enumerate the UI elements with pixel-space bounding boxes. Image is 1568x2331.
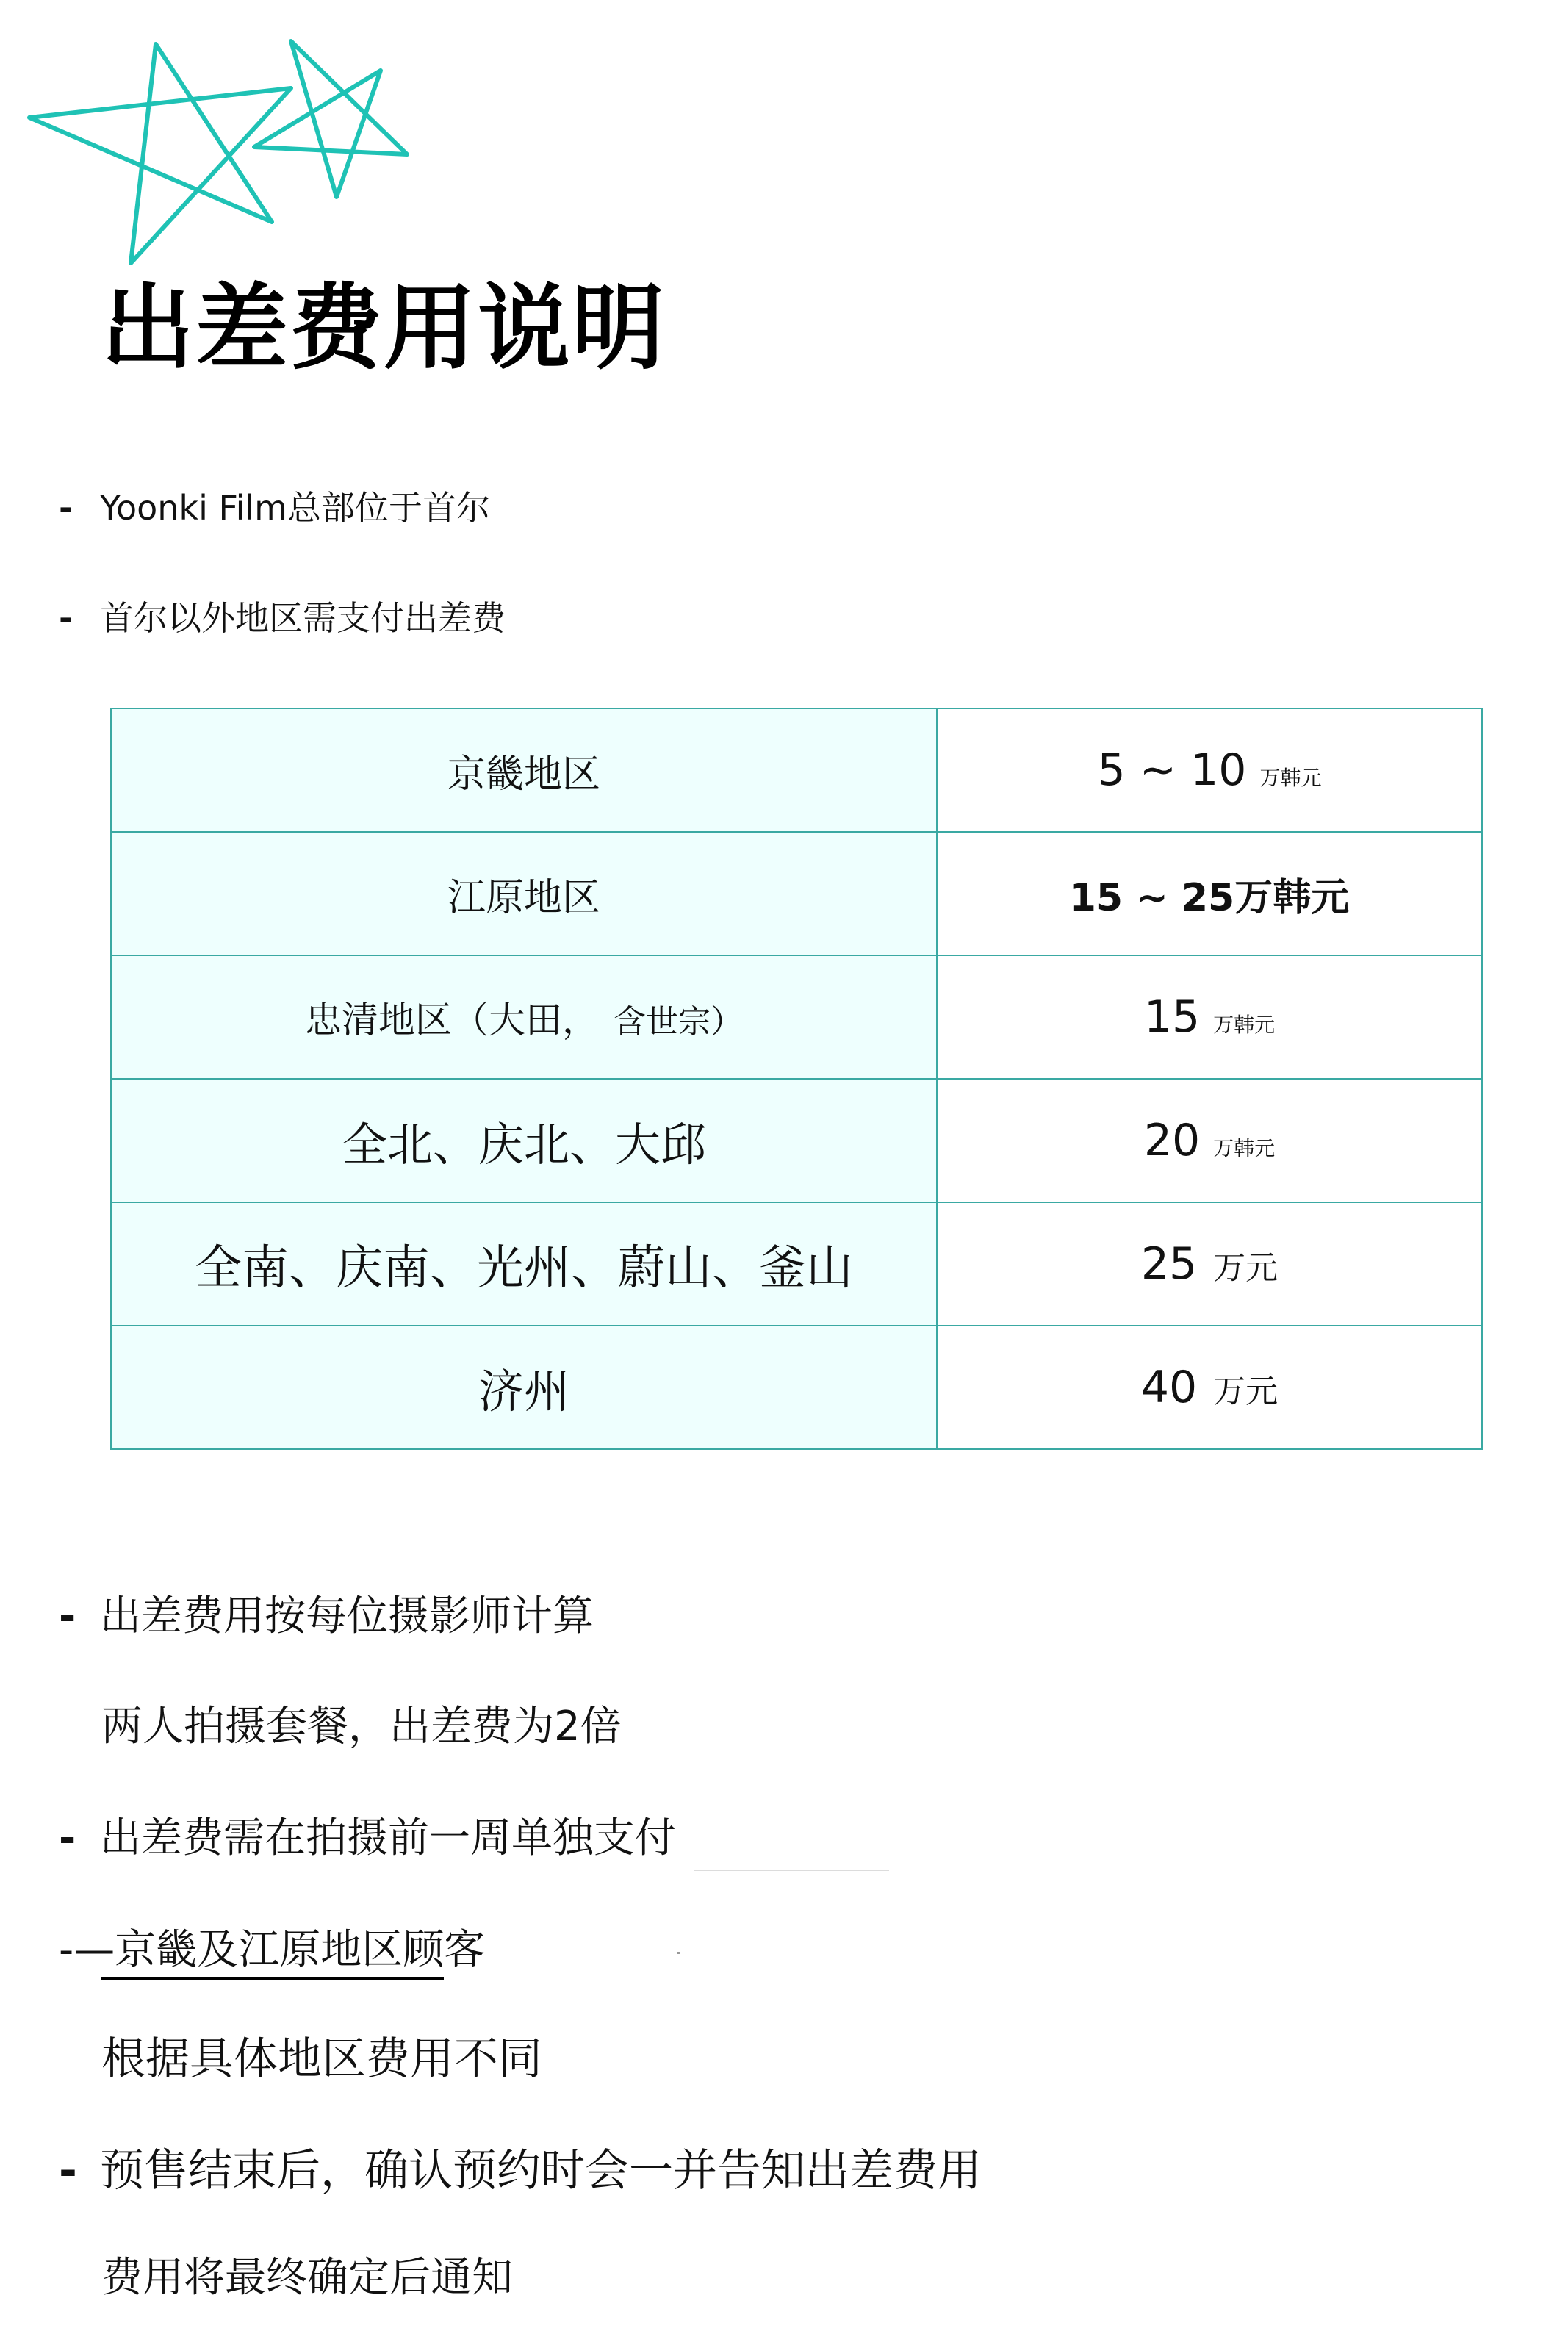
travel-fee-table: [110, 708, 1483, 1450]
price-unit: 万韩元: [1259, 766, 1322, 790]
price-unit: 万韩元: [1213, 1013, 1276, 1037]
note-final-notice: 费用将最终确定后通知: [101, 2254, 513, 2302]
region-label: 忠清地区（大田，: [305, 999, 599, 1041]
intro-text: Yoonki Film总部位于首尔: [100, 488, 490, 528]
price-value: 25: [1140, 1238, 1198, 1290]
table-row: [111, 832, 1482, 955]
price-cell: [937, 1326, 1482, 1449]
price-value: 40: [1140, 1362, 1198, 1413]
price-unit: 万韩元: [1213, 1136, 1276, 1160]
note-text: 京畿及江原地区顾客: [115, 1926, 486, 1974]
note-two-person-package: 两人拍摄套餐，出差费为2倍: [101, 1703, 622, 1750]
small-star-icon: [254, 41, 407, 197]
table-row: [111, 1079, 1482, 1202]
note-per-photographer: [59, 1592, 594, 1640]
price-cell: [937, 1079, 1482, 1202]
region-label: 江原地区: [447, 875, 600, 920]
region-label: 济州: [478, 1364, 569, 1418]
note-payment-timing: [59, 1814, 676, 1862]
table-row: [111, 1202, 1482, 1326]
region-cell: [111, 1326, 937, 1449]
stray-dot: [677, 1952, 680, 1954]
table-row: [111, 1326, 1482, 1449]
price-cell: [937, 708, 1482, 832]
note-varies-by-region: 根据具体地区费用不同: [101, 2033, 542, 2085]
bullet-dash: -: [59, 1592, 76, 1640]
faint-divider: [694, 1870, 889, 1871]
large-star-icon: [29, 44, 291, 263]
page-title: 出差费用说明: [101, 274, 666, 382]
bullet-dash: -: [59, 1814, 76, 1862]
region-cell: [111, 955, 937, 1079]
stars-decoration: [22, 29, 419, 279]
intro-line-headquarters: [59, 488, 490, 528]
table-row: [111, 955, 1482, 1079]
note-text: 出差费用按每位摄影师计算: [100, 1592, 594, 1640]
bullet-dash: -: [59, 598, 73, 638]
bullet-dash: -: [59, 488, 73, 528]
intro-line-fee-required: [59, 598, 506, 638]
region-label: 京畿地区: [447, 752, 600, 797]
price-cell: [937, 955, 1482, 1079]
price-unit: 万元: [1213, 1373, 1279, 1410]
price-value: 15 ~ 25万韩元: [1069, 875, 1350, 920]
note-presale: [59, 2145, 982, 2197]
price-unit: 万元: [1213, 1249, 1279, 1287]
region-label: 全南、庆南、光州、蔚山、釜山: [195, 1241, 853, 1296]
price-value: 5 ~ 10: [1097, 744, 1247, 796]
note-text: 出差费需在拍摄前一周单独支付: [100, 1814, 676, 1862]
region-cell: [111, 832, 937, 955]
table-row: [111, 708, 1482, 832]
region-label: 全北、庆北、大邱: [341, 1117, 706, 1171]
region-cell: [111, 1202, 937, 1326]
note-gyeonggi-gangwon: [59, 1926, 486, 1974]
price-cell: [937, 832, 1482, 955]
price-value: 20: [1143, 1115, 1201, 1166]
price-cell: [937, 1202, 1482, 1326]
region-sub-label: 含世宗）: [614, 1003, 743, 1041]
bullet-dash: -—: [59, 1926, 115, 1974]
underline: [101, 1977, 444, 1980]
region-cell: [111, 708, 937, 832]
bullet-dash: -: [59, 2145, 77, 2197]
note-text: 预售结束后，确认预约时会一并告知出差费用: [100, 2145, 982, 2197]
region-cell: [111, 1079, 937, 1202]
price-value: 15: [1143, 991, 1201, 1043]
intro-text: 首尔以外地区需支付出差费: [100, 598, 506, 638]
